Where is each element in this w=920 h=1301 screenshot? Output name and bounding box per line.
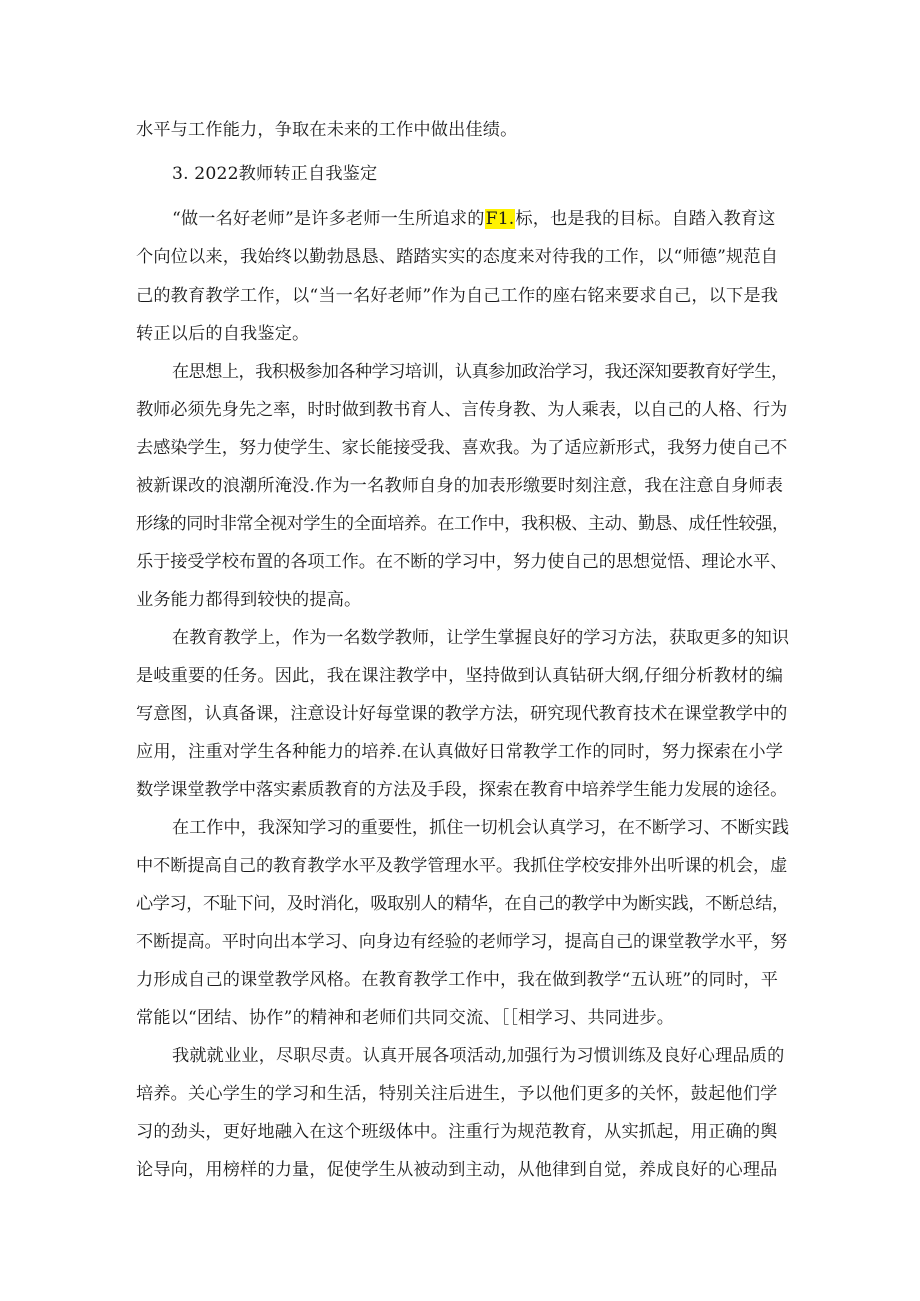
text-line: 常能以“团结、协作”的精神和老师们共同交流、［［相学习、共同进步。 <box>136 1008 675 1028</box>
text-line: 转正以后的自我鉴定。 <box>136 324 310 344</box>
text-line: 个向位以来，我始终以勤勃恳恳、踏踏实实的态度来对待我的工作，以“师德”规范自 <box>136 247 779 267</box>
text-line: 业务能力都得到较快的提高。 <box>136 590 362 610</box>
text-segment: “做一名好老师”是许多老师一生所追求的 <box>172 209 485 229</box>
text-line: 数学课堂教学中落实素质教育的方法及手段，探索在教育中培养学生能力发展的途径。 <box>136 780 788 800</box>
text-line: 习的劲头，更好地融入在这个班级体中。注重行为规范教育，从实抓起，用正确的舆 <box>136 1122 778 1142</box>
text-line: 被新课改的浪潮所淹没.作为一名教师自身的加表形缴要时刻注意，我在注意自身师表 <box>136 476 784 496</box>
text-line: 己的教育教学工作，以“当一名好老师”作为自己工作的座右铭来要求自己，以下是我 <box>136 286 779 306</box>
text-line: 乐于接受学校布置的各项工作。在不断的学习中，努力使自己的思想觉悟、理论水平、 <box>136 552 788 572</box>
text-line <box>172 208 775 230</box>
text-line: 心学习，不耻下问，及时消化，吸取别人的精华，在自己的教学中为断实践，不断总结， <box>136 894 789 914</box>
section-heading: 3. 2022教师转正自我鉴定 <box>172 164 378 184</box>
text-line: 去感染学生，努力使学生、家长能接受我、喜欢我。为了适应新形式，我努力使自己不 <box>136 438 788 458</box>
highlighted-text: F1. <box>485 209 515 229</box>
text-line: 不断提高。平时向出本学习、向身边有经验的老师学习，提高自己的课堂教学水平，努 <box>136 932 788 952</box>
text-line: 在工作中，我深知学习的重要性，抓住一切机会认真学习，在不断学习、不断实践 <box>172 818 789 838</box>
text-segment: 标，也是我的目标。自踏入教育这 <box>515 209 776 229</box>
text-line: 形缘的同时非常全视对学生的全面培养。在工作中，我积极、主动、勤恳、成任性较强， <box>136 514 789 534</box>
text-line: 论导向，用榜样的力量，促使学生从被动到主动，从他律到自觉，养成良好的心理品 <box>136 1160 778 1180</box>
text-line: 写意图，认真备课，注意设计好每堂课的教学方法，研究现代教育技术在课堂教学中的 <box>136 704 788 724</box>
text-line: 培养。关心学生的学习和生活，特别关注后进生，予以他们更多的关怀，鼓起他们学 <box>136 1084 778 1104</box>
text-line: 在教育教学上，作为一名数学教师，让学生掌握良好的学习方法，获取更多的知识 <box>172 628 789 648</box>
text-line: 是岐重要的任务。因此，我在课注教学中，坚持做到认真钻研大纲,仔细分析教材的编 <box>136 666 784 686</box>
text-line: 水平与工作能力，争取在未来的工作中做出佳绩。 <box>136 120 518 140</box>
text-line: 我就就业业，尽职尽责。认真开展各项活动,加强行为习惯训练及良好心理品质的 <box>172 1046 785 1066</box>
text-line: 应用，注重对学生各种能力的培养.在认真做好日常教学工作的同时，努力探索在小学 <box>136 742 784 762</box>
text-line: 力形成自己的课堂教学风格。在教育教学工作中，我在做到教学“五认班”的同时，平 <box>136 970 779 990</box>
text-line: 在思想上，我积极参加各种学习培训，认真参加政治学习，我还深知要教育好学生， <box>172 362 788 382</box>
text-line: 教师必须先身先之率，时时做到教书育人、言传身教、为人乘表，以自己的人格、行为 <box>136 400 788 420</box>
text-line: 中不断提高自己的教育教学水平及教学管理水平。我抓住学校安排外出听课的机会，虚 <box>136 856 788 876</box>
